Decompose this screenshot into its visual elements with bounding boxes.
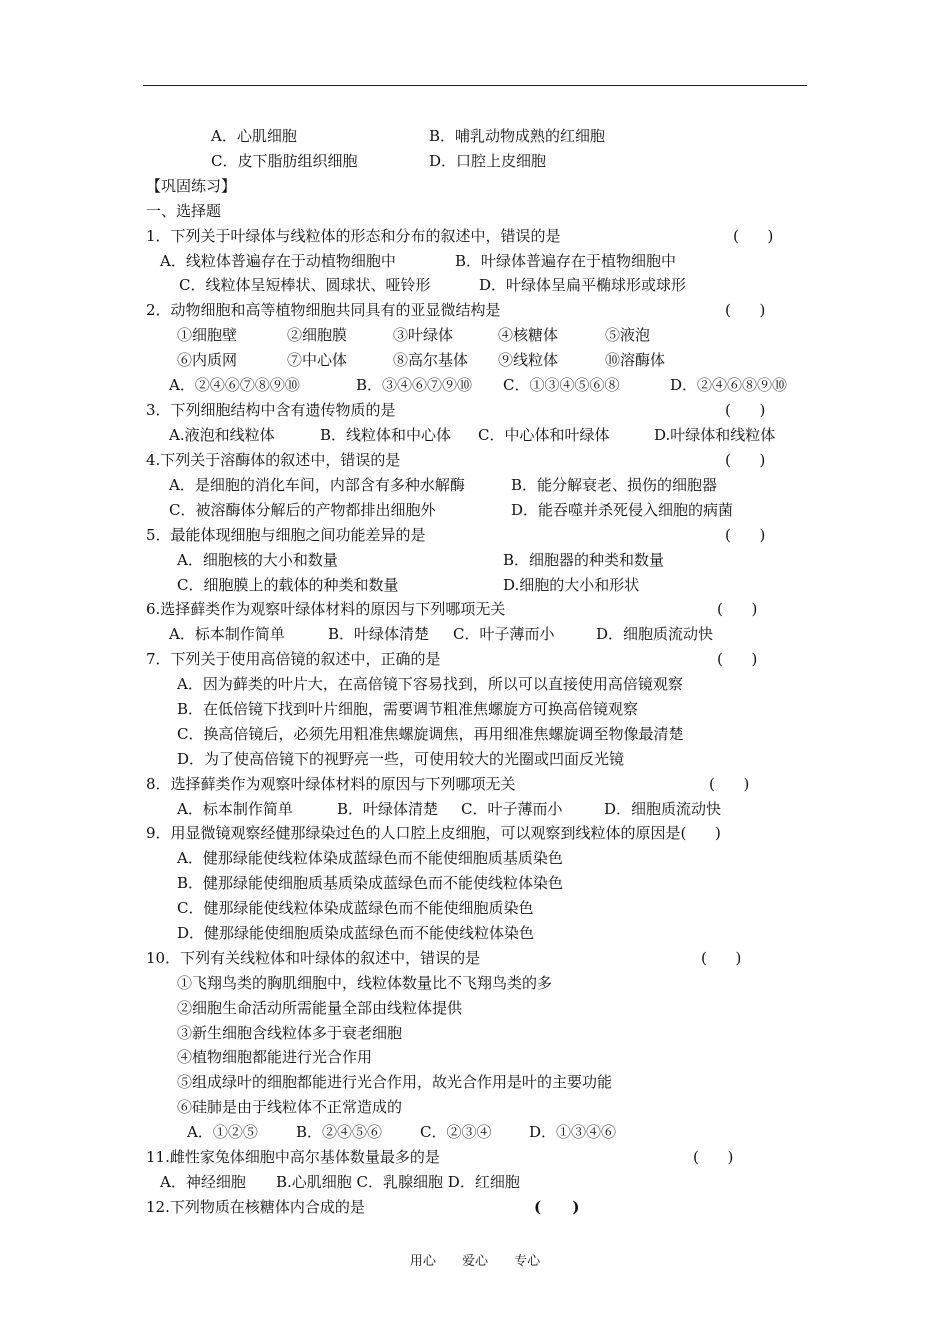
text-line: B．能分解衰老、损伤的细胞器 bbox=[511, 476, 718, 494]
text-line: D．②④⑥⑧⑨⑩ bbox=[670, 376, 788, 394]
text-line: ⑤组成绿叶的细胞都能进行光合作用，故光合作用是叶的主要功能 bbox=[177, 1073, 613, 1091]
text-line: ( ) bbox=[733, 227, 774, 245]
text-line: B.心肌细胞 C．乳腺细胞 D．红细胞 bbox=[276, 1173, 520, 1191]
header-rule bbox=[143, 85, 807, 86]
text-line: ⑥内质网 bbox=[177, 351, 238, 369]
text-line: D．细胞质流动快 bbox=[596, 625, 714, 643]
text-line: ( ) bbox=[701, 949, 742, 967]
text-line: C．中心体和叶绿体 bbox=[478, 426, 610, 444]
text-line: D．细胞质流动快 bbox=[604, 800, 722, 818]
text-line: ⑥硅肺是由于线粒体不正常造成的 bbox=[177, 1098, 403, 1116]
text-line: ⑧高尔基体 bbox=[393, 351, 469, 369]
text-line: B．哺乳动物成熟的红细胞 bbox=[429, 127, 606, 145]
text-line: 7．下列关于使用高倍镜的叙述中，正确的是 bbox=[146, 650, 441, 668]
text-line: A．细胞核的大小和数量 bbox=[177, 551, 338, 569]
text-line: ( ) bbox=[725, 401, 766, 419]
text-line: ①飞翔鸟类的胸肌细胞中，线粒体数量比不飞翔鸟类的多 bbox=[177, 974, 553, 992]
text-line: A．②④⑥⑦⑧⑨⑩ bbox=[169, 376, 300, 394]
text-line: 6.选择藓类作为观察叶绿体材料的原因与下列哪项无关 bbox=[146, 600, 506, 618]
text-line: B．叶绿体清楚 bbox=[328, 625, 430, 643]
text-line: ( ) bbox=[709, 775, 750, 793]
text-line: C．换高倍镜后，必须先用粗准焦螺旋调焦，再用细准焦螺旋调至物像最清楚 bbox=[177, 725, 684, 743]
text-line: D．叶绿体呈扁平椭球形或球形 bbox=[479, 276, 687, 294]
text-line: B．在低倍镜下找到叶片细胞，需要调节粗准焦螺旋方可换高倍镜观察 bbox=[177, 700, 639, 718]
text-line: A．健那绿能使线粒体染成蓝绿色而不能使细胞质基质染色 bbox=[177, 849, 563, 867]
text-line: 10．下列有关线粒体和叶绿体的叙述中，错误的是 bbox=[146, 949, 481, 967]
text-line: D．能吞噬并杀死侵入细胞的病菌 bbox=[511, 501, 734, 519]
text-line: ⑨线粒体 bbox=[498, 351, 559, 369]
text-line: ( ) bbox=[534, 1198, 580, 1216]
text-line: ④植物细胞都能进行光合作用 bbox=[177, 1048, 373, 1066]
text-line: C．①③④⑤⑥⑧ bbox=[503, 376, 620, 394]
text-line: ②细胞膜 bbox=[287, 326, 348, 344]
text-line: ②细胞生命活动所需能量全部由线粒体提供 bbox=[177, 999, 463, 1017]
text-line: D．健那绿能使细胞质染成蓝绿色而不能使线粒体染色 bbox=[177, 924, 535, 942]
text-line: B．叶绿体清楚 bbox=[337, 800, 439, 818]
text-line: D．口腔上皮细胞 bbox=[429, 152, 547, 170]
text-line: 12.下列物质在核糖体内合成的是 bbox=[146, 1198, 365, 1216]
text-line: 9．用显微镜观察经健那绿染过色的人口腔上皮细胞，可以观察到线粒体的原因是( ) bbox=[146, 824, 721, 842]
text-line: 5．最能体现细胞与细胞之间功能差异的是 bbox=[146, 526, 426, 544]
text-line: ( ) bbox=[725, 301, 766, 319]
text-line: C．健那绿能使线粒体染成蓝绿色而不能使细胞质染色 bbox=[177, 899, 534, 917]
text-line: A．因为藓类的叶片大，在高倍镜下容易找到，所以可以直接使用高倍镜观察 bbox=[177, 675, 683, 693]
text-line: ④核糖体 bbox=[498, 326, 559, 344]
text-line: A．标本制作简单 bbox=[177, 800, 293, 818]
text-line: B．细胞器的种类和数量 bbox=[503, 551, 665, 569]
text-line: B．③④⑥⑦⑨⑩ bbox=[356, 376, 473, 394]
text-line: 4.下列关于溶酶体的叙述中，错误的是 bbox=[146, 451, 401, 469]
text-line: C．②③④ bbox=[420, 1123, 492, 1141]
text-line: C．被溶酶体分解后的产物都排出细胞外 bbox=[169, 501, 436, 519]
text-line: D．为了使高倍镜下的视野亮一些，可使用较大的光圈或凹面反光镜 bbox=[177, 750, 625, 768]
text-line: ①细胞壁 bbox=[177, 326, 238, 344]
text-line: A.液泡和线粒体 bbox=[169, 426, 275, 444]
text-line: C．叶子薄而小 bbox=[461, 800, 563, 818]
text-line: A．心肌细胞 bbox=[211, 127, 297, 145]
text-line: B．线粒体和中心体 bbox=[320, 426, 452, 444]
text-line: A．是细胞的消化车间，内部含有多种水解酶 bbox=[169, 476, 465, 494]
text-line: 3．下列细胞结构中含有遗传物质的是 bbox=[146, 401, 396, 419]
text-line: 11.雌性家兔体细胞中高尔基体数量最多的是 bbox=[146, 1148, 440, 1166]
text-line: B．叶绿体普遍存在于植物细胞中 bbox=[455, 252, 677, 270]
text-line: ⑦中心体 bbox=[287, 351, 348, 369]
text-line: D.细胞的大小和形状 bbox=[503, 576, 640, 594]
text-line: C．叶子薄而小 bbox=[453, 625, 555, 643]
text-line: ⑩溶酶体 bbox=[605, 351, 666, 369]
text-line: ③新生细胞含线粒体多于衰老细胞 bbox=[177, 1024, 403, 1042]
text-line: 一、选择题 bbox=[146, 202, 222, 220]
text-line: B．②④⑤⑥ bbox=[296, 1123, 383, 1141]
text-line: A．标本制作简单 bbox=[169, 625, 285, 643]
text-line: A．神经细胞 bbox=[160, 1173, 246, 1191]
text-line: C．线粒体呈短棒状、圆球状、哑铃形 bbox=[179, 276, 431, 294]
text-line: C．细胞膜上的载体的种类和数量 bbox=[177, 576, 399, 594]
text-line: ( ) bbox=[725, 451, 766, 469]
text-line: ③叶绿体 bbox=[393, 326, 454, 344]
text-line: B．健那绿能使细胞质基质染成蓝绿色而不能使线粒体染色 bbox=[177, 874, 564, 892]
text-line: C．皮下脂肪组织细胞 bbox=[211, 152, 358, 170]
page-footer: 用心 爱心 专心 bbox=[409, 1254, 541, 1269]
text-line: ⑤液泡 bbox=[605, 326, 651, 344]
text-line: 8．选择藓类作为观察叶绿体材料的原因与下列哪项无关 bbox=[146, 775, 516, 793]
text-line: D．①③④⑥ bbox=[529, 1123, 617, 1141]
text-line: ( ) bbox=[725, 526, 766, 544]
text-line: 【巩固练习】 bbox=[146, 177, 237, 195]
text-line: 2．动物细胞和高等植物细胞共同具有的亚显微结构是 bbox=[146, 301, 501, 319]
text-line: A．①②⑤ bbox=[187, 1123, 258, 1141]
text-line: ( ) bbox=[693, 1148, 734, 1166]
text-line: A．线粒体普遍存在于动植物细胞中 bbox=[160, 252, 396, 270]
text-line: ( ) bbox=[717, 650, 758, 668]
text-line: D.叶绿体和线粒体 bbox=[654, 426, 776, 444]
text-line: ( ) bbox=[717, 600, 758, 618]
text-line: 1．下列关于叶绿体与线粒体的形态和分布的叙述中，错误的是 bbox=[146, 227, 561, 245]
